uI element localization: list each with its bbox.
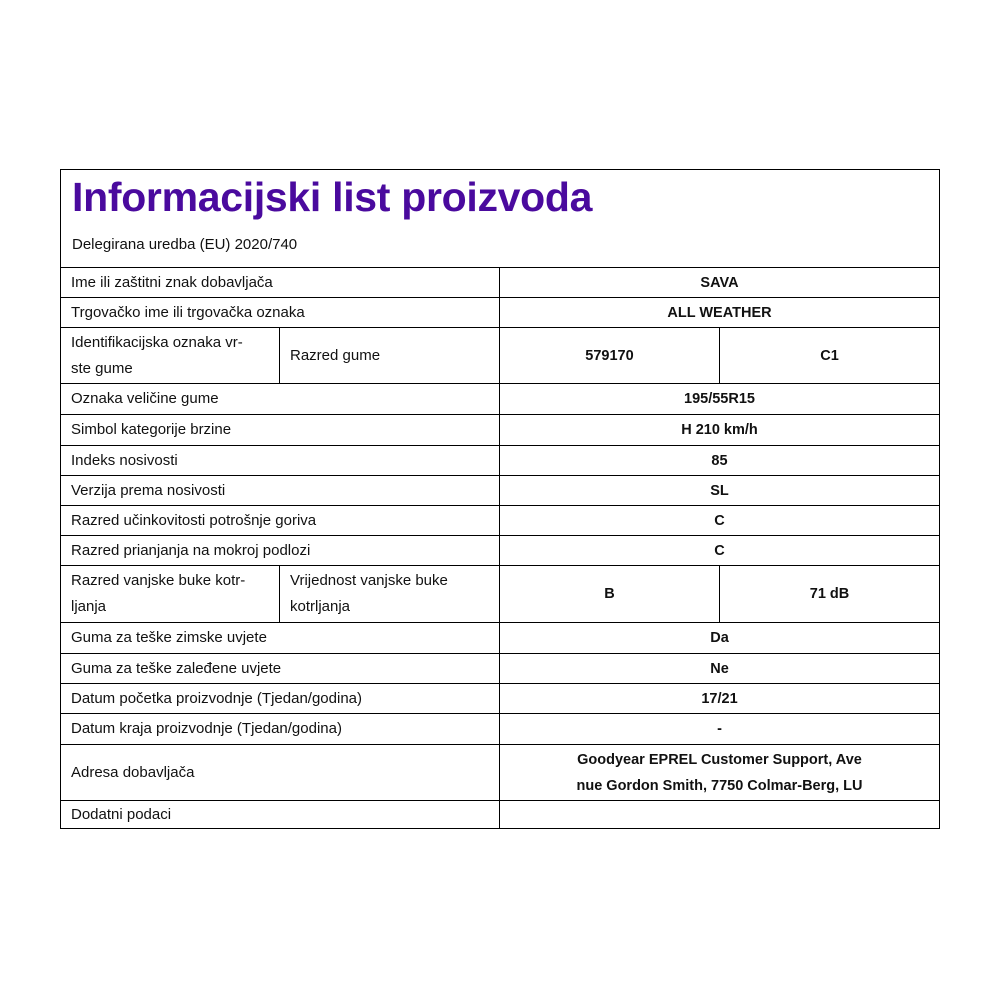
type-id-label-line2: ste gume — [71, 359, 133, 377]
fuel-class-value: C — [500, 506, 939, 536]
additional-info-label: Dodatni podaci — [61, 801, 500, 828]
type-id-label-line1: Identifikacijska oznaka vr- — [71, 333, 243, 351]
noise-class-label-line2: ljanja — [71, 598, 107, 615]
trade-name-value: ALL WEATHER — [500, 298, 939, 328]
production-end-value: - — [500, 714, 939, 745]
noise-db-value: 71 dB — [720, 566, 939, 623]
size-label: Oznaka veličine gume — [61, 384, 500, 415]
address-value-line1: Goodyear EPREL Customer Support, Ave — [577, 751, 862, 768]
fuel-class-label: Razred učinkovitosti potrošnje goriva — [61, 506, 500, 536]
trade-name-label: Trgovačko ime ili trgovačka oznaka — [61, 298, 500, 328]
production-end-label: Datum kraja proizvodnje (Tjedan/godina) — [61, 714, 500, 745]
product-information-sheet — [60, 169, 940, 829]
load-index-value: 85 — [500, 446, 939, 476]
noise-class-value: B — [500, 566, 720, 623]
address-value — [500, 745, 939, 801]
regulation-reference: Delegirana uredba (EU) 2020/740 — [72, 236, 298, 253]
load-version-label: Verzija prema nosivosti — [61, 476, 500, 506]
noise-class-label-line1: Razred vanjske buke kotr- — [71, 572, 246, 589]
ice-label: Guma za teške zaleđene uvjete — [61, 654, 500, 684]
type-id-value: 579170 — [500, 328, 720, 384]
speed-label: Simbol kategorije brzine — [61, 415, 500, 446]
noise-value-label — [280, 566, 500, 623]
ice-value: Ne — [500, 654, 939, 684]
supplier-label: Ime ili zaštitni znak dobavljača — [61, 268, 500, 298]
speed-value: H 210 km/h — [500, 415, 939, 446]
production-start-label: Datum početka proizvodnje (Tjedan/godina) — [61, 684, 500, 714]
snow-label: Guma za teške zimske uvjete — [61, 623, 500, 654]
address-value-line2: nue Gordon Smith, 7750 Colmar-Berg, LU — [576, 777, 863, 794]
load-version-value: SL — [500, 476, 939, 506]
snow-value: Da — [500, 623, 939, 654]
wet-grip-label: Razred prianjanja na mokroj podlozi — [61, 536, 500, 566]
type-id-label — [61, 328, 280, 384]
tyre-class-label: Razred gume — [280, 328, 500, 384]
supplier-value: SAVA — [500, 268, 939, 298]
address-label: Adresa dobavljača — [61, 745, 500, 801]
additional-info-value — [500, 801, 939, 828]
tyre-class-value: C1 — [720, 328, 939, 384]
noise-value-label-line1: Vrijednost vanjske buke — [290, 572, 448, 589]
production-start-value: 17/21 — [500, 684, 939, 714]
wet-grip-value: C — [500, 536, 939, 566]
size-value: 195/55R15 — [500, 384, 939, 415]
noise-class-label — [61, 566, 280, 623]
noise-value-label-line2: kotrljanja — [290, 598, 351, 615]
page-title: Informacijski list proizvoda — [72, 174, 593, 220]
load-index-label: Indeks nosivosti — [61, 446, 500, 476]
sheet-header — [61, 170, 939, 268]
